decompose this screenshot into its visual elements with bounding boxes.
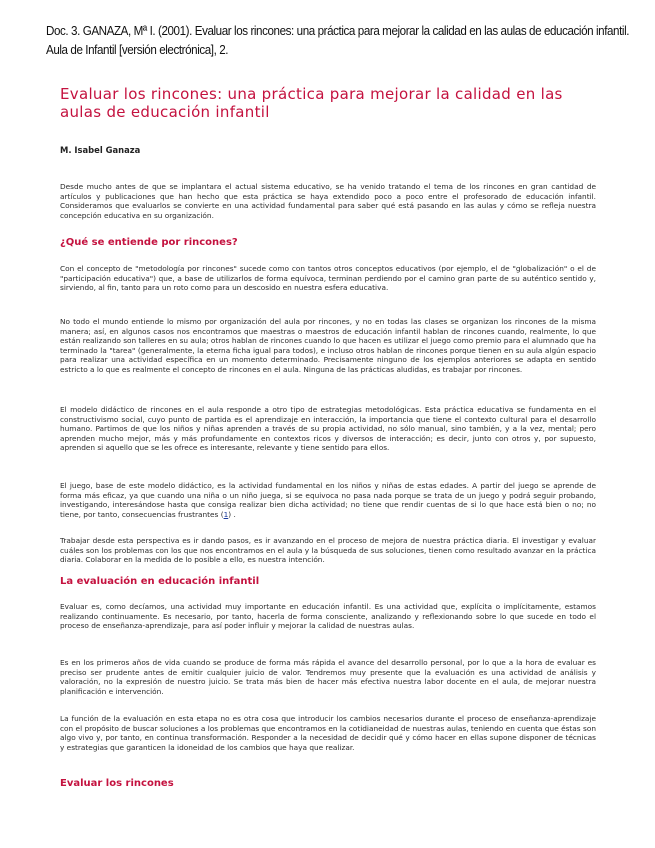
paragraph-4-end: ) . bbox=[228, 509, 236, 519]
paragraph-4-text: El juego, base de este modelo didáctico, es la actividad fundamental en los niños y niñas de estas edades. A partir del juego se aprende de forma más eficaz, ya que cuando una niña o un niño juega, si se equivoca no pasa nada porque se trata de un juego y podrá seguir probando, investigando, interesándose hasta que consiga realizar bien dicha actividad; no tiene que rendir cuentas de si lo que hace está bien o no; no tiene, por tanto, consecuencias frustrantes ( bbox=[60, 481, 596, 519]
document-citation bbox=[46, 22, 630, 60]
section1-paragraph-2: No todo el mundo entiende lo mismo por organización del aula por rincones, y no en todas las clases se organizan los rincones de la misma manera; así, en algunos casos nos encontramos que maestras o maestros de educación infantil hablan de rincones cuando, realmente, lo que están realizando son talleres en su aula; otros hablan de rincones cuando lo que hacen es utilizar el juego como premio para el alumnado que ha terminado la "tarea" (generalmente, la eterna ficha igual para todos), e incluso otros hablan de rincones porque tienen en su aula algún espacio para realizar una actividad específica en un momento determinado. Precisamente ninguno de los ejemplos anteriores se adapta en sentido estricto a lo que es realmente el concepto de rincones en el aula. Ninguna de las prácticas aludidas, es trabajar por rincones. bbox=[60, 317, 596, 374]
section2-paragraph-1: Evaluar es, como decíamos, una actividad muy importante en educación infantil. Es una actividad que, explícita o implícitamente, estamos realizando continuamente. Es necesario, por tanto, hacerla de forma consciente, analizando y reflexionando sobre lo que sucede en todo el proceso de enseñanza-aprendizaje, para así poder influir y mejorar la calidad de nuestras aulas. bbox=[60, 602, 596, 631]
section-heading-evaluacion: La evaluación en educación infantil bbox=[60, 576, 260, 587]
section1-paragraph-1: Con el concepto de "metodología por rincones" sucede como con tantos otros conceptos educativos (por ejemplo, el de "globalización" o el de "participación educativa") que, a base de utilizarlos de forma equívoca, terminan perdiendo por el camino gran parte de su auténtico sentido y, sirviendo, al fin, tanto para un roto como para un descosido en nuestra esfera educativa. bbox=[60, 264, 596, 293]
citation-line-1: Doc. 3. GANAZA, Mª I. (2001). Evaluar los rincones: una práctica para mejorar la calidad en las aulas de educación infantil. bbox=[46, 24, 630, 38]
section1-paragraph-3: El modelo didáctico de rincones en el aula responde a otro tipo de estrategias metodológicas. Esta práctica educativa se fundamenta en el constructivismo social, cuyo punto de partida es el aprendizaje en interacción, la importancia que tiene el contexto cultural para el desarrollo humano. Partimos de que los niños y niñas aprenden a través de su propia actividad, no sólo manual, sino también, y a la vez, mental; pero aprenden mucho mejor, más y más profundamente en contextos ricos y diversos de interacción; es decir, junto con otros y, por supuesto, aprenden si aquello que se les ofrece es interesante, relevante y tiene sentido para ellos. bbox=[60, 405, 596, 453]
section1-paragraph-4 bbox=[60, 481, 596, 519]
section2-paragraph-3: La función de la evaluación en esta etapa no es otra cosa que introducir los cambios necesarios durante el proceso de enseñanza-aprendizaje con el propósito de buscar soluciones a los problemas que encontramos en la cotidianeidad de nuestras aulas, teniendo en cuenta que éstas son algo vivo y, por tanto, en continua transformación. Responder a la necesidad de decidir qué y cómo hacer en ellas supone disponer de técnicas y estrategias que garanticen la idoneidad de los cambios que haya que realizar. bbox=[60, 714, 596, 752]
section-heading-rincones: ¿Qué se entiende por rincones? bbox=[60, 237, 238, 248]
section1-paragraph-5: Trabajar desde esta perspectiva es ir dando pasos, es ir avanzando en el proceso de mejora de nuestra práctica diaria. El investigar y evaluar cuáles son los problemas con los que nos encontramos en el aula y la búsqueda de sus soluciones, tienen como resultado avanzar en la práctica diaria. Colaborar en la medida de lo posible a ello, es nuestra intención. bbox=[60, 536, 596, 565]
section-heading-evaluar-rincones: Evaluar los rincones bbox=[60, 778, 174, 789]
article-title: Evaluar los rincones: una práctica para mejorar la calidad en las aulas de educación infantil bbox=[60, 85, 563, 121]
intro-paragraph: Desde mucho antes de que se implantara el actual sistema educativo, se ha venido tratando el tema de los rincones en gran cantidad de artículos y publicaciones que han hecho que esta práctica se haya extendido poco a poco entre el profesorado de educación infantil. Consideramos que evaluarlos se convierte en una actividad fundamental para saber qué está pasando en las aulas y cómo se refleja nuestra concepción educativa en su organización. bbox=[60, 182, 596, 220]
section2-paragraph-2: Es en los primeros años de vida cuando se produce de forma más rápida el avance del desarrollo personal, por lo que a la hora de evaluar es preciso ser prudente antes de emitir cualquier juicio de valor. Tendremos muy presente que la evaluación es una actividad de análisis y valoración, no la expresión de nuestro juicio. Se trata más bien de hacer más efectiva nuestra labor docente en el aula, de mejorar nuestra planificación e intervención. bbox=[60, 658, 596, 696]
footnote-link[interactable]: 1 bbox=[223, 509, 229, 519]
article-author: M. Isabel Ganaza bbox=[60, 145, 141, 155]
citation-line-2: Aula de Infantil [versión electrónica], 2. bbox=[46, 43, 229, 57]
